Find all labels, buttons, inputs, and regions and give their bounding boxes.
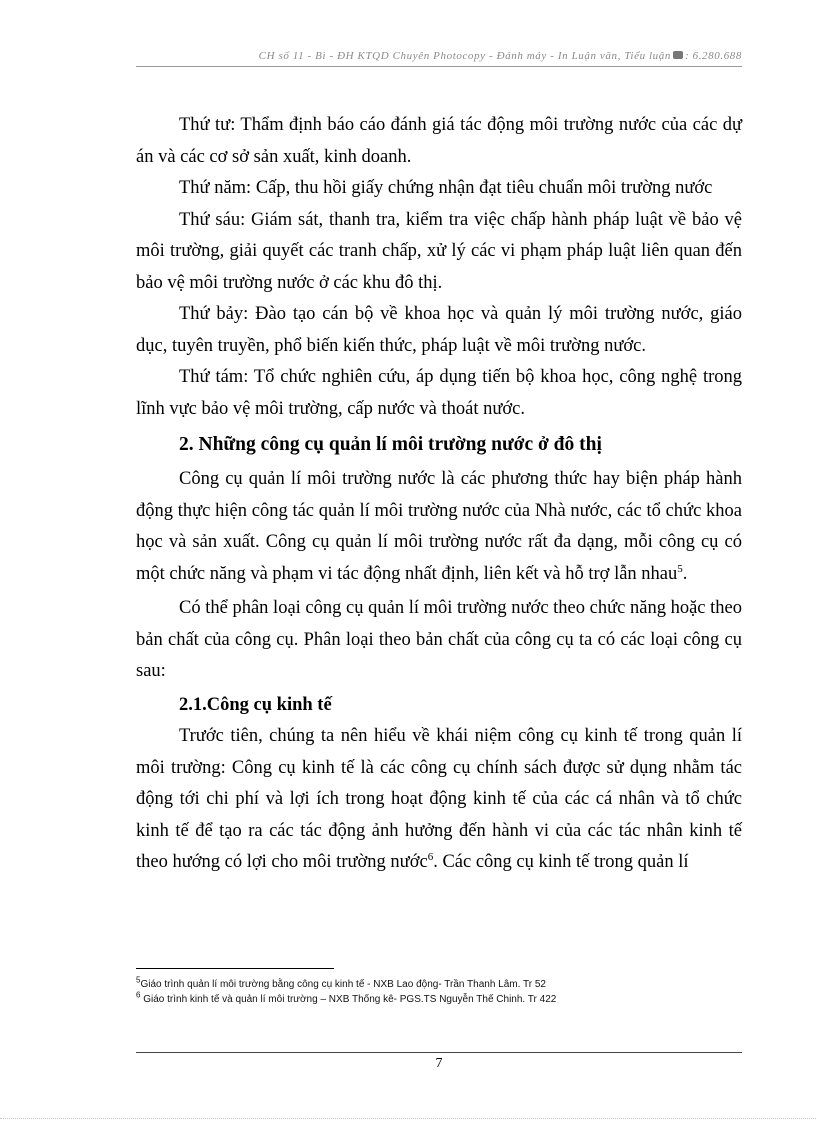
footnote-5 bbox=[136, 977, 742, 992]
footer-separator bbox=[136, 1052, 742, 1053]
header-text: CH số 11 - Bì - ĐH KTQD Chuyên Photocopy - Đánh máy - In Luận văn, Tiểu luận bbox=[258, 50, 671, 62]
paragraph-economic-tools bbox=[136, 721, 742, 879]
paragraph-end-punct: . bbox=[682, 563, 688, 584]
footnote-text: Giáo trình quản lí môi trường bằng công cụ kinh tế - NXB Lao động- Trần Thanh Lâm. Tr 52 bbox=[140, 979, 546, 990]
body-text bbox=[136, 110, 742, 879]
footnote-text: Giáo trình kinh tế và quản lí môi trường – NXB Thống kê- PGS.TS Nguyễn Thế Chinh. Tr 422 bbox=[140, 994, 557, 1005]
paragraph-tools-definition bbox=[136, 464, 742, 590]
paragraph-classification: Có thể phân loại công cụ quản lí môi trường nước theo chức năng hoặc theo bản chất của công cụ. Phân loại theo bản chất của công cụ ta có các loại công cụ sau: bbox=[136, 598, 742, 681]
header-phone: : 6.280.688 bbox=[684, 50, 742, 62]
paragraph-thu-nam: Thứ năm: Cấp, thu hồi giấy chứng nhận đạt tiêu chuẩn môi trường nước bbox=[179, 178, 713, 198]
phone-icon bbox=[673, 51, 683, 59]
paragraph-economic-tools-text: Trước tiên, chúng ta nên hiểu về khái niệm công cụ kinh tế trong quản lí môi trường: Công cụ kinh tế là các công cụ chính sách được sử dụng nhằm tác động tới chi phí và lợi ích trong hoạt động kinh tế của các cá nhân và tổ chức kinh tế để tạo ra các tác động ảnh hưởng đến hành vi của các tác nhân kinh tế theo hướng có lợi cho môi trường nước bbox=[136, 726, 742, 872]
footnote-ref-5[interactable]: 5 bbox=[677, 562, 683, 575]
paragraph-thu-bay: Thứ bảy: Đào tạo cán bộ về khoa học và quản lý môi trường nước, giáo dục, tuyên truyền, phổ biến kiến thức, pháp luật về môi trường nước. bbox=[136, 304, 742, 356]
paragraph-thu-tu: Thứ tư: Thẩm định báo cáo đánh giá tác động môi trường nước của các dự án và các cơ sở sản xuất, kinh doanh. bbox=[136, 115, 742, 167]
page-bottom-border bbox=[0, 1118, 816, 1119]
footnote-number: 5 bbox=[136, 975, 141, 985]
section-heading-2: 2. Những công cụ quản lí môi trường nước ở đô thị bbox=[179, 434, 602, 455]
footnote-number: 6 bbox=[136, 990, 141, 1000]
footnote-6 bbox=[136, 992, 742, 1007]
page-number: 7 bbox=[435, 1056, 443, 1071]
paragraph-thu-tam: Thứ tám: Tổ chức nghiên cứu, áp dụng tiến bộ khoa học, công nghệ trong lĩnh vực bảo vệ môi trường, cấp nước và thoát nước. bbox=[136, 367, 742, 419]
paragraph-continuation: . Các công cụ kinh tế trong quản lí bbox=[433, 852, 689, 872]
section-heading-2-1: 2.1.Công cụ kinh tế bbox=[179, 694, 332, 715]
footnotes bbox=[136, 977, 742, 1007]
running-header bbox=[136, 48, 742, 67]
footnote-ref-6[interactable]: 6 bbox=[427, 850, 434, 863]
paragraph-tools-definition-text: Công cụ quản lí môi trường nước là các phương thức hay biện pháp hành động thực hiện công tác quản lí môi trường nước của Nhà nước, các tổ chức khoa học và sản xuất. Công cụ quản lí môi trường nước rất đa dạng, mỗi công cụ có một chức năng và phạm vi tác động nhất định, liên kết và hỗ trợ lẫn nhau bbox=[136, 469, 742, 584]
footnote-separator bbox=[136, 968, 334, 969]
paragraph-thu-sau: Thứ sáu: Giám sát, thanh tra, kiểm tra việc chấp hành pháp luật về bảo vệ môi trường, giải quyết các tranh chấp, xử lý các vi phạm pháp luật liên quan đến bảo vệ môi trường nước ở các khu đô thị. bbox=[136, 209, 742, 293]
